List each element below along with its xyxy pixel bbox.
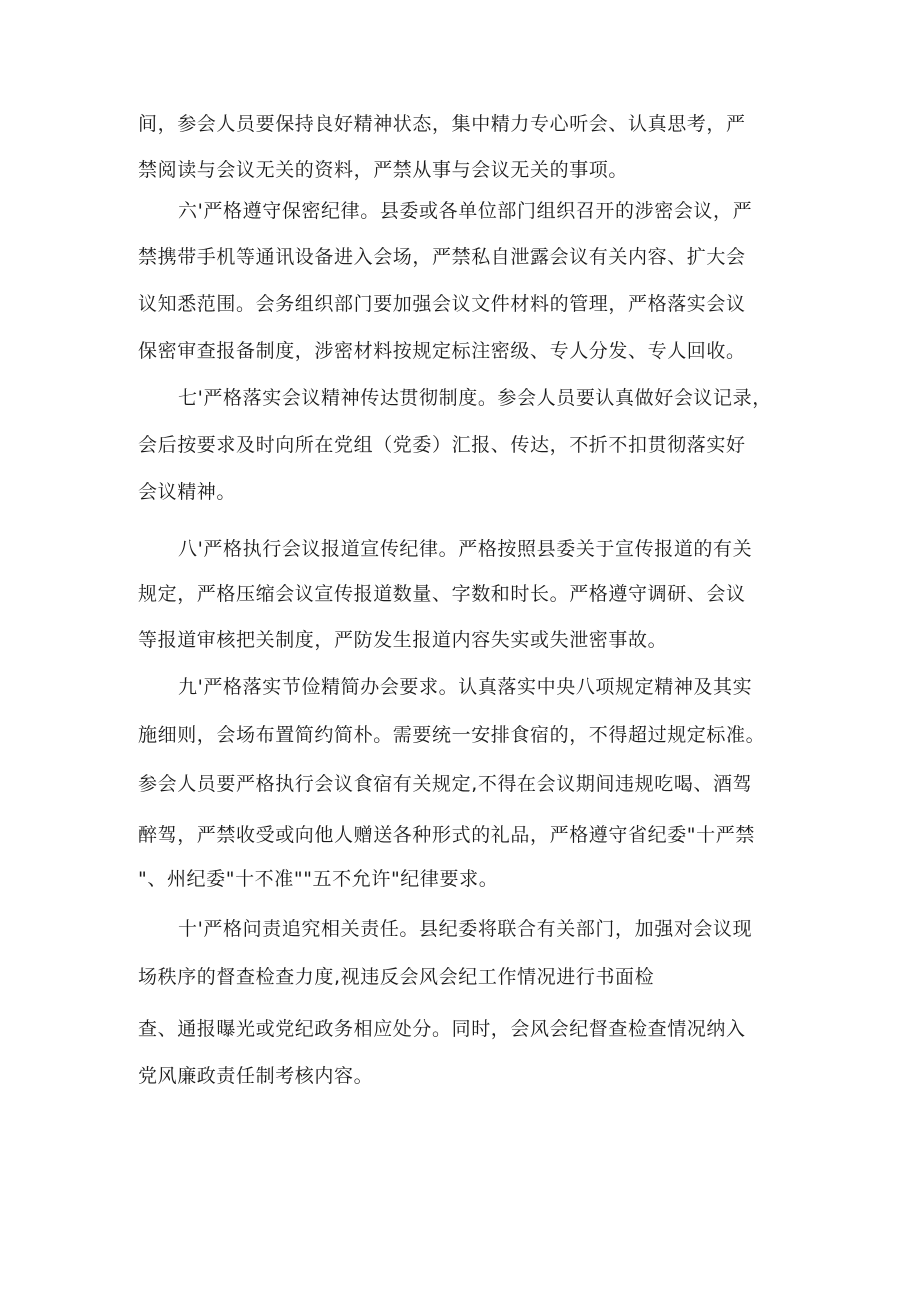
text-line: "、州纪委"十不准""五不允许"纪律要求。 [138,868,499,890]
text-line: 等报道审核把关制度，严防发生报道内容失实或失泄密事故。 [138,629,668,651]
text-line: 规定，严格压缩会议宣传报道数量、字数和时长。严格遵守调研、会议 [138,583,746,605]
text-line: 醉驾，严禁收受或向他人赠送各种形式的礼品，严格遵守省纪委"十严禁 [138,824,755,846]
text-line: 查、通报曝光或党纪政务相应处分。同时，会风会纪督查检查情况纳入 [138,1018,746,1040]
section-6-heading-line: 六'严格遵守保密纪律。县委或各单位部门组织召开的涉密会议，严 [178,200,753,222]
section-10-heading-line: 十'严格问责追究相关责任。县纪委将联合有关部门，加强对会议现 [178,918,753,940]
text-line: 议知悉范围。会务组织部门要加强会议文件材料的管理，严格落实会议 [138,293,746,315]
text-line: 会后按要求及时向所在党组（党委）汇报、传达，不折不扣贯彻落实好 [138,434,746,456]
text-line: 间，参会人员要保持良好精神状态，集中精力专心听会、认真思考，严 [138,113,746,135]
text-line: 保密审查报备制度，涉密材料按规定标注密级、专人分发、专人回收。 [138,340,746,362]
section-8-heading-line: 八'严格执行会议报道宣传纪律。严格按照县委关于宣传报道的有关 [178,538,753,560]
text-line: 党风廉政责任制考核内容。 [138,1065,374,1087]
text-line: 参会人员要严格执行会议食宿有关规定,不得在会议期间违规吃喝、酒驾 [138,773,753,795]
text-line: 禁阅读与会议无关的资料，严禁从事与会议无关的事项。 [138,159,629,181]
text-line: 会议精神。 [138,481,237,503]
text-line: 施细则，会场布置简约简朴。需要统一安排食宿的，不得超过规定标准。 [138,724,766,746]
text-line: 禁携带手机等通讯设备进入会场，严禁私自泄露会议有关内容、扩大会 [138,246,746,268]
text-line: 场秩序的督查检查力度,视违反会风会纪工作情况进行书面检 [138,966,655,988]
section-7-heading-line: 七'严格落实会议精神传达贯彻制度。参会人员要认真做好会议记录， [178,387,772,409]
section-9-heading-line: 九'严格落实节俭精简办会要求。认真落实中央八项规定精神及其实 [178,676,753,698]
